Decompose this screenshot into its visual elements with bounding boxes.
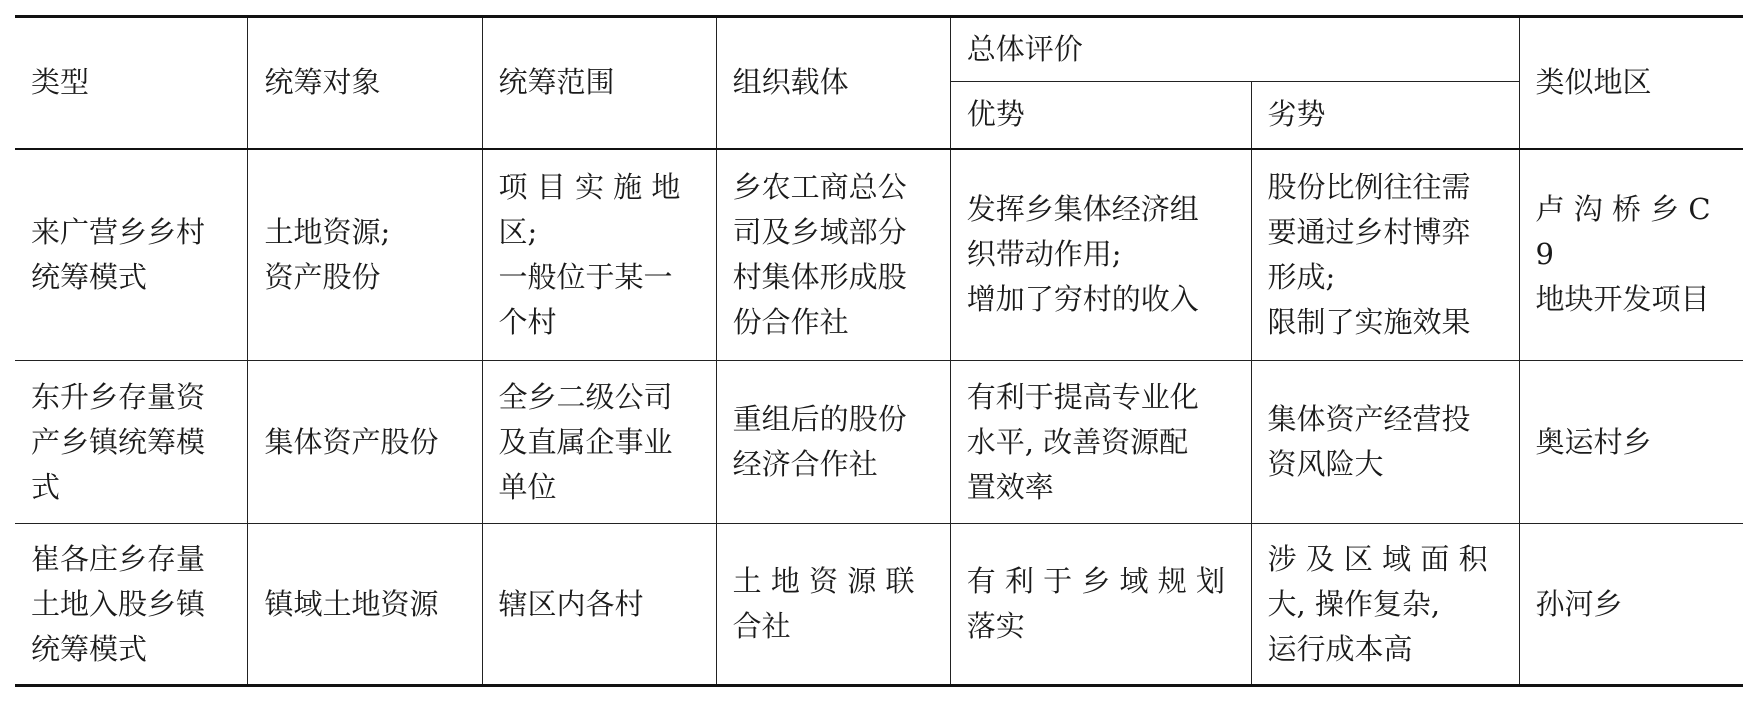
cell-line: 卢 沟 桥 乡 C9 [1535, 192, 1711, 272]
cell-line: 集体资产股份 [264, 424, 439, 459]
cell-line: 大, 操作复杂, [1267, 586, 1441, 621]
cell-line: 及直属企事业 [498, 424, 673, 459]
cell-object [248, 524, 482, 686]
cell-line: 村集体形成股 [732, 259, 907, 294]
header-disadvantage: 劣势 [1251, 82, 1519, 149]
cell-line: 份合作社 [732, 304, 849, 339]
cell-line: 一般位于某一 [498, 259, 673, 294]
header-scope: 统筹范围 [482, 17, 716, 149]
cell-similar [1519, 524, 1743, 686]
cell-line: 有 利 于 乡 域 规 划 [966, 564, 1225, 598]
cell-line: 织带动作用; [966, 237, 1122, 272]
cell-object [248, 149, 482, 361]
header-type: 类型 [15, 17, 248, 149]
cell-line: 镇域土地资源 [264, 586, 439, 621]
cell-scope [482, 149, 716, 361]
cell-line: 区; [498, 214, 538, 249]
cell-line: 地块开发项目 [1535, 282, 1710, 317]
cell-line: 东升乡存量资 [31, 379, 206, 414]
cell-line: 司及乡域部分 [732, 214, 907, 249]
cell-line: 形成; [1267, 259, 1336, 294]
cell-line: 增加了穷村的收入 [966, 282, 1199, 317]
cell-disadvantage [1251, 361, 1519, 524]
cell-line: 崔各庄乡存量 [31, 541, 206, 576]
table-row [15, 361, 1743, 524]
table-row [15, 149, 1743, 361]
cell-line: 涉 及 区 域 面 积 [1267, 541, 1488, 576]
header-advantage: 优势 [950, 82, 1251, 149]
cell-scope [482, 524, 716, 686]
cell-line: 全乡二级公司 [498, 379, 673, 414]
cell-line: 运行成本高 [1267, 631, 1413, 666]
cell-line: 统筹模式 [31, 259, 148, 294]
cell-line: 奥运村乡 [1535, 424, 1652, 459]
cell-similar [1519, 149, 1743, 361]
cell-line: 辖区内各村 [498, 586, 644, 621]
cell-type [15, 524, 248, 686]
cell-line: 单位 [498, 469, 557, 504]
cell-line: 资风险大 [1267, 447, 1384, 481]
cell-type [15, 149, 248, 361]
cell-line: 置效率 [966, 469, 1054, 504]
cell-line: 发挥乡集体经济组 [966, 192, 1199, 227]
cell-line: 产乡镇统筹模 [31, 424, 206, 459]
cell-line: 来广营乡乡村 [31, 214, 206, 249]
cell-carrier [716, 149, 950, 361]
cell-line: 乡农工商总公 [732, 169, 907, 204]
cell-carrier [716, 361, 950, 524]
cell-line: 合社 [732, 609, 791, 643]
cell-line: 资产股份 [264, 259, 381, 294]
cell-line: 水平, 改善资源配 [966, 424, 1189, 459]
cell-advantage [950, 361, 1251, 524]
cell-line: 土地入股乡镇 [31, 586, 206, 621]
cell-line: 个村 [498, 304, 557, 339]
cell-line: 土地资源; [264, 214, 391, 249]
cell-advantage [950, 149, 1251, 361]
header-similar: 类似地区 [1519, 17, 1743, 149]
cell-similar [1519, 361, 1743, 524]
cell-line: 项 目 实 施 地 [498, 169, 681, 204]
cell-line: 孙河乡 [1535, 586, 1623, 621]
cell-line: 有利于提高专业化 [966, 379, 1199, 414]
header-row-1 [15, 17, 1743, 82]
cell-object [248, 361, 482, 524]
cell-scope [482, 361, 716, 524]
cell-type [15, 361, 248, 524]
header-carrier: 组织载体 [716, 17, 950, 149]
cell-line: 限制了实施效果 [1267, 304, 1471, 339]
cell-line: 股份比例往往需 [1267, 169, 1471, 204]
cell-line: 集体资产经营投 [1267, 402, 1471, 436]
cell-line: 式 [31, 469, 61, 504]
cell-line: 重组后的股份 [732, 402, 907, 436]
cell-carrier [716, 524, 950, 686]
cell-line: 土 地 资 源 联 [732, 564, 915, 598]
cell-line: 经济合作社 [732, 447, 878, 481]
header-object: 统筹对象 [248, 17, 482, 149]
cell-advantage [950, 524, 1251, 686]
table-row [15, 524, 1743, 686]
cell-line: 落实 [966, 609, 1025, 643]
cell-disadvantage [1251, 149, 1519, 361]
cell-line: 要通过乡村博弈 [1267, 214, 1471, 249]
header-evaluation: 总体评价 [950, 17, 1519, 82]
comparison-table [15, 15, 1743, 687]
cell-line: 统筹模式 [31, 631, 148, 666]
cell-disadvantage [1251, 524, 1519, 686]
